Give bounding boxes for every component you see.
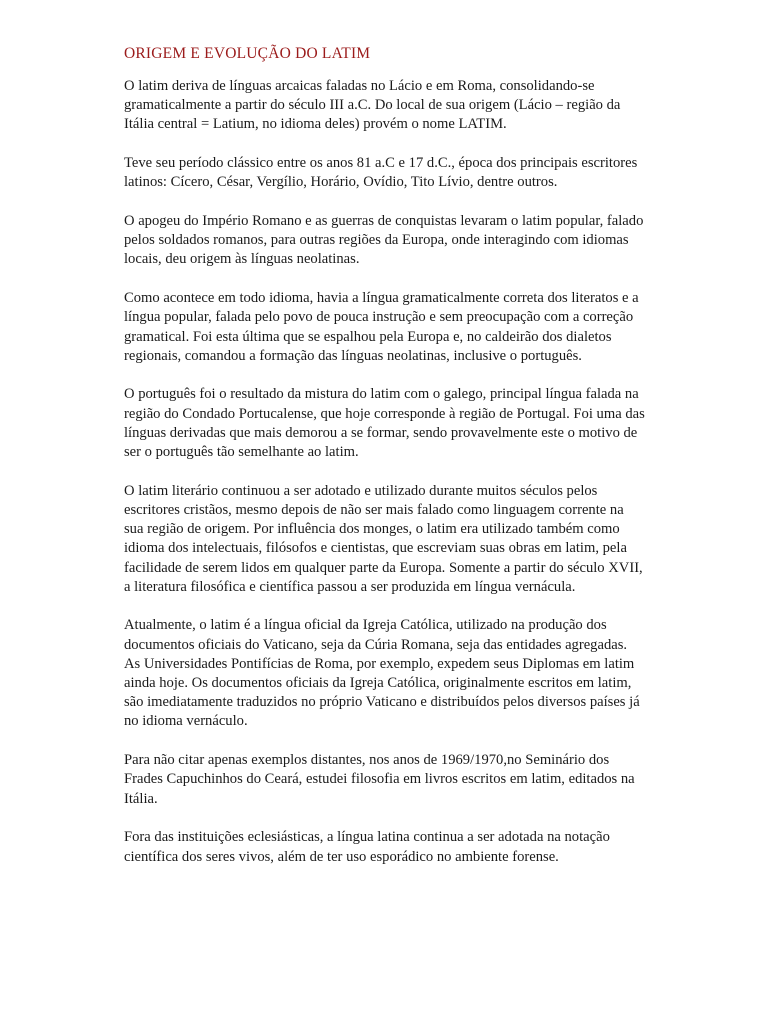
document-page bbox=[124, 44, 646, 886]
paragraph-3: O apogeu do Império Romano e as guerras de conquistas levaram o latim popular, falado pelos soldados romanos, para outras regiões da Europa, onde interagindo com idiomas locais, deu origem às línguas neolatinas. bbox=[124, 213, 644, 268]
paragraph-1: O latim deriva de línguas arcaicas faladas no Lácio e em Roma, consolidando-se gramaticalmente a partir do século III a.C. Do local de sua origem (Lácio – região da Itália central = Latium, no idioma deles) provém o nome LATIM. bbox=[124, 78, 621, 133]
document-title: ORIGEM E EVOLUÇÃO DO LATIM bbox=[124, 45, 371, 62]
paragraph-6: O latim literário continuou a ser adotado e utilizado durante muitos séculos pelos escritores cristãos, mesmo depois de não ser mais falado como linguagem corrente na sua região de origem. Por influência dos monges, o latim era utilizado também como idioma dos intelectuais, filósofos e cientistas, que escreviam suas obras em latim, pela facilidade de serem lidos em qualquer parte da Europa. Somente a partir do século XVII, a literatura filosófica e científica passou a ser produzida em língua vernácula. bbox=[124, 482, 643, 595]
paragraph-2: Teve seu período clássico entre os anos 81 a.C e 17 d.C., época dos principais escritores latinos: Cícero, César, Vergílio, Horário, Ovídio, Tito Lívio, dentre outros. bbox=[124, 155, 638, 191]
paragraph-8: Para não citar apenas exemplos distantes, nos anos de 1969/1970,no Seminário dos Frades Capuchinhos do Ceará, estudei filosofia em livros escritos em latim, editados na Itália. bbox=[124, 752, 635, 807]
paragraph-9: Fora das instituições eclesiásticas, a língua latina continua a ser adotada na notação científica dos seres vivos, além de ter uso esporádico no ambiente forense. bbox=[124, 829, 610, 865]
paragraph-5: O português foi o resultado da mistura do latim com o galego, principal língua falada na região do Condado Portucalense, que hoje corresponde à região de Portugal. Foi uma das línguas derivadas que mais demorou a se formar, sendo provavelmente este o motivo de ser o português tão semelhante ao latim. bbox=[124, 386, 645, 461]
paragraph-4: Como acontece em todo idioma, havia a língua gramaticalmente correta dos literatos e a língua popular, falada pelo povo de pouca instrução e sem preocupação com a correção gramatical. Foi esta última que se espalhou pela Europa e, no caldeirão dos dialetos regionais, comandou a formação das línguas neolatinas, inclusive o português. bbox=[124, 290, 639, 364]
paragraph-7: Atualmente, o latim é a língua oficial da Igreja Católica, utilizado na produção dos documentos oficiais do Vaticano, seja da Cúria Romana, seja das entidades agregadas. As Universidades Pontifícias de Roma, por exemplo, expedem seus Diplomas em latim ainda hoje. Os documentos oficiais da Igreja Católica, originalmente escritos em latim, são imediatamente traduzidos no próprio Vaticano e distribuídos pelos diversos países já no idioma vernáculo. bbox=[124, 617, 640, 730]
